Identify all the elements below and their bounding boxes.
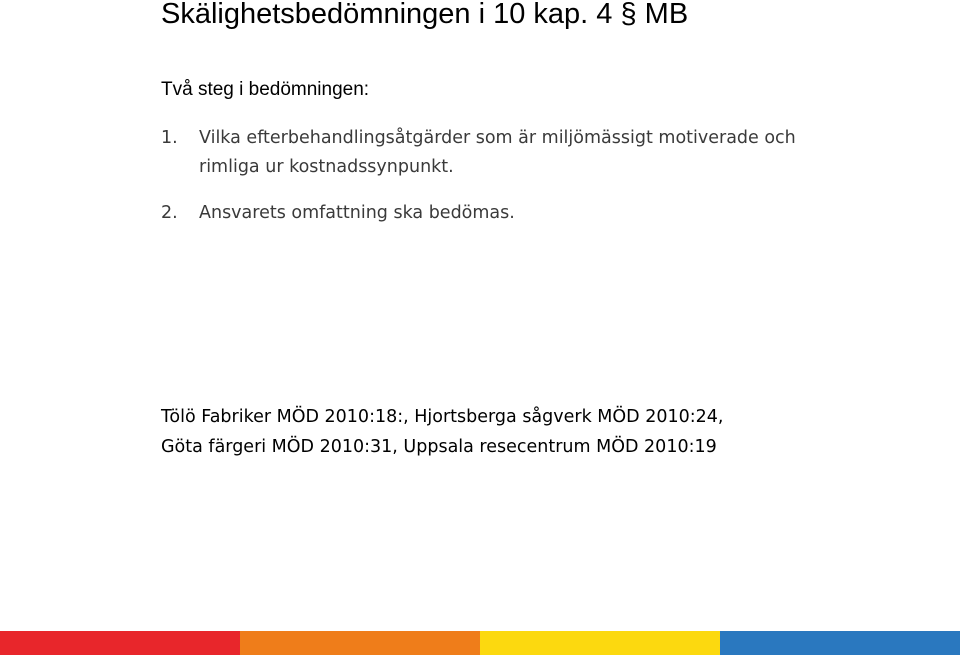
steps-list: [161, 124, 861, 228]
footer-color-bar: [0, 631, 960, 655]
case-line: Göta färgeri MÖD 2010:31, Uppsala resecentrum MÖD 2010:19: [161, 437, 717, 457]
step-item: [161, 199, 861, 228]
color-segment-yellow: [480, 631, 720, 655]
case-references: [161, 402, 941, 462]
intro-text: Två steg i bedömningen:: [161, 79, 370, 100]
step-item: [161, 124, 861, 182]
slide-title: Skälighetsbedömningen i 10 kap. 4 § MB: [161, 0, 689, 30]
case-line: Tölö Fabriker MÖD 2010:18:, Hjortsberga sågverk MÖD 2010:24,: [161, 407, 724, 427]
step-number: 1.: [161, 128, 178, 148]
step-number: 2.: [161, 203, 178, 223]
color-segment-red: [0, 631, 240, 655]
step-text: Ansvarets omfattning ska bedömas.: [199, 203, 515, 223]
step-text: Vilka efterbehandlingsåtgärder som är miljömässigt motiverade och rimliga ur kostnadssynpunkt.: [199, 128, 796, 177]
color-segment-orange: [240, 631, 480, 655]
color-segment-blue: [720, 631, 960, 655]
